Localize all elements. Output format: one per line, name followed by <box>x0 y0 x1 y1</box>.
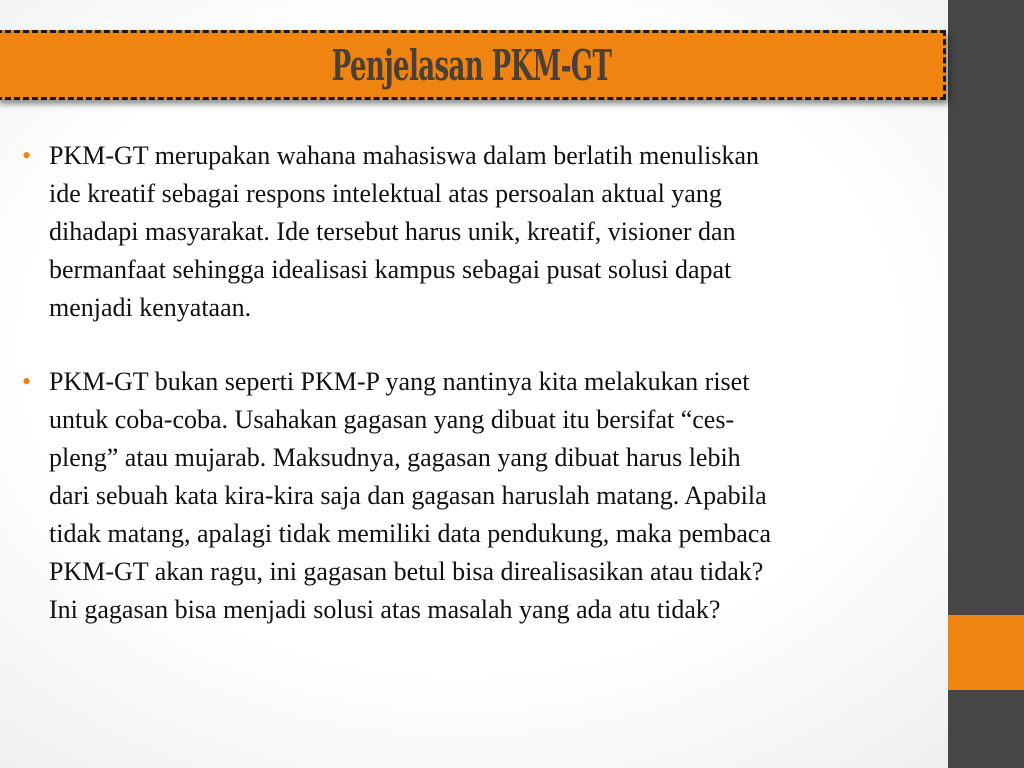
text-line: bermanfaat sehingga idealisasi kampus sebagai pusat solusi dapat <box>49 255 732 284</box>
bullet-item <box>22 137 942 327</box>
text-line: PKM-GT akan ragu, ini gagasan betul bisa direalisasikan atau tidak? <box>49 557 764 586</box>
text-line: untuk coba-coba. Usahakan gagasan yang dibuat itu bersifat “ces- <box>49 405 735 434</box>
bullet-icon: • <box>22 367 32 396</box>
text-line: Ini gagasan bisa menjadi solusi atas masalah yang ada atu tidak? <box>49 595 721 624</box>
text-line: pleng” atau mujarab. Maksudnya, gagasan yang dibuat harus lebih <box>49 443 741 472</box>
title-banner <box>0 30 946 100</box>
text-line: menjadi kenyataan. <box>49 293 252 322</box>
text-line: dihadapi masyarakat. Ide tersebut harus unik, kreatif, visioner dan <box>49 217 736 246</box>
text-line: dari sebuah kata kira-kira saja dan gagasan haruslah matang. Apabila <box>49 481 767 510</box>
bullet-icon: • <box>22 141 32 170</box>
text-line: tidak matang, apalagi tidak memiliki data pendukung, maka pembaca <box>49 519 771 548</box>
slide-title: Penjelasan PKM-GT <box>331 40 611 90</box>
text-line: PKM-GT merupakan wahana mahasiswa dalam berlatih menuliskan <box>49 141 759 170</box>
text-line: PKM-GT bukan seperti PKM-P yang nantinya kita melakukan riset <box>49 367 750 396</box>
slide-content <box>22 137 942 665</box>
sidebar-accent-block <box>948 615 1024 690</box>
bullet-item <box>22 363 942 629</box>
text-line: ide kreatif sebagai respons intelektual atas persoalan aktual yang <box>49 179 722 208</box>
